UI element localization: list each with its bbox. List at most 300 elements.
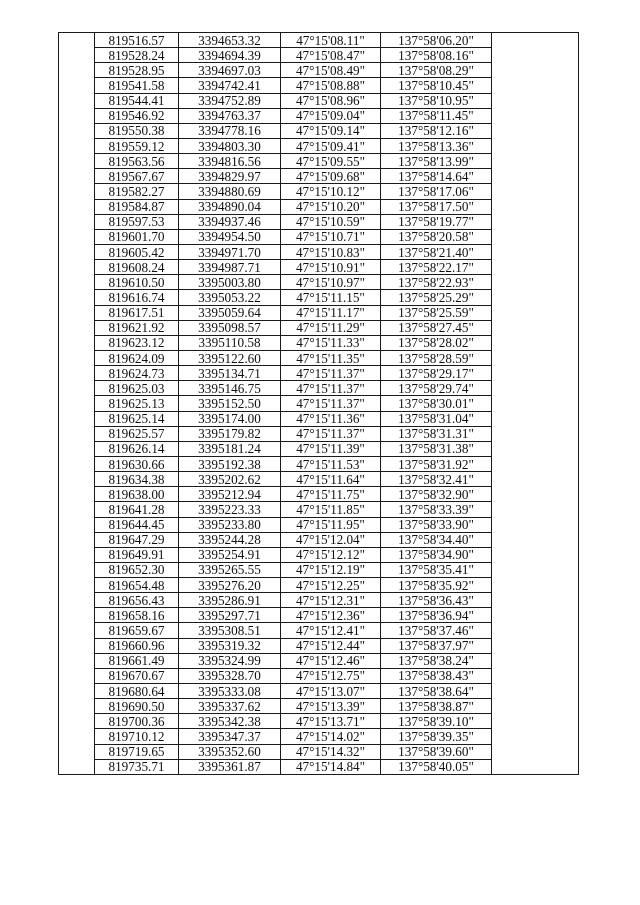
longitude-cell: 137°58'32.90" — [381, 487, 492, 502]
table-row — [59, 744, 579, 759]
blank-right-cell — [492, 366, 579, 381]
x-coordinate-cell: 819563.56 — [95, 154, 179, 169]
y-coordinate-cell: 3395308.51 — [179, 623, 281, 638]
y-coordinate-cell: 3395122.60 — [179, 350, 281, 365]
blank-left-cell — [59, 593, 95, 608]
blank-left-cell — [59, 759, 95, 774]
longitude-cell: 137°58'36.94" — [381, 608, 492, 623]
blank-left-cell — [59, 517, 95, 532]
blank-right-cell — [492, 456, 579, 471]
x-coordinate-cell: 819626.14 — [95, 441, 179, 456]
x-coordinate-cell: 819644.45 — [95, 517, 179, 532]
blank-right-cell — [492, 229, 579, 244]
y-coordinate-cell: 3395337.62 — [179, 699, 281, 714]
latitude-cell: 47°15'12.44" — [281, 638, 381, 653]
blank-right-cell — [492, 108, 579, 123]
longitude-cell: 137°58'37.97" — [381, 638, 492, 653]
longitude-cell: 137°58'13.36" — [381, 138, 492, 153]
blank-right-cell — [492, 396, 579, 411]
coordinates-table — [58, 32, 579, 775]
blank-left-cell — [59, 638, 95, 653]
latitude-cell: 47°15'09.55" — [281, 154, 381, 169]
blank-left-cell — [59, 729, 95, 744]
y-coordinate-cell: 3395181.24 — [179, 441, 281, 456]
longitude-cell: 137°58'34.40" — [381, 532, 492, 547]
latitude-cell: 47°15'12.12" — [281, 547, 381, 562]
blank-right-cell — [492, 578, 579, 593]
x-coordinate-cell: 819528.24 — [95, 48, 179, 63]
blank-left-cell — [59, 714, 95, 729]
y-coordinate-cell: 3395361.87 — [179, 759, 281, 774]
y-coordinate-cell: 3394937.46 — [179, 214, 281, 229]
x-coordinate-cell: 819546.92 — [95, 108, 179, 123]
blank-right-cell — [492, 275, 579, 290]
table-row — [59, 759, 579, 774]
blank-left-cell — [59, 138, 95, 153]
y-coordinate-cell: 3395333.08 — [179, 684, 281, 699]
y-coordinate-cell: 3394987.71 — [179, 260, 281, 275]
table-row — [59, 63, 579, 78]
longitude-cell: 137°58'28.02" — [381, 335, 492, 350]
blank-right-cell — [492, 123, 579, 138]
y-coordinate-cell: 3395053.22 — [179, 290, 281, 305]
longitude-cell: 137°58'38.87" — [381, 699, 492, 714]
table-row — [59, 169, 579, 184]
y-coordinate-cell: 3394954.50 — [179, 229, 281, 244]
y-coordinate-cell: 3395146.75 — [179, 381, 281, 396]
table-row — [59, 78, 579, 93]
latitude-cell: 47°15'10.97" — [281, 275, 381, 290]
longitude-cell: 137°58'14.64" — [381, 169, 492, 184]
table-row — [59, 653, 579, 668]
y-coordinate-cell: 3395192.38 — [179, 456, 281, 471]
blank-left-cell — [59, 396, 95, 411]
latitude-cell: 47°15'09.14" — [281, 123, 381, 138]
x-coordinate-cell: 819658.16 — [95, 608, 179, 623]
blank-right-cell — [492, 532, 579, 547]
longitude-cell: 137°58'31.04" — [381, 411, 492, 426]
x-coordinate-cell: 819616.74 — [95, 290, 179, 305]
blank-right-cell — [492, 562, 579, 577]
blank-right-cell — [492, 608, 579, 623]
blank-left-cell — [59, 578, 95, 593]
blank-left-cell — [59, 562, 95, 577]
x-coordinate-cell: 819649.91 — [95, 547, 179, 562]
latitude-cell: 47°15'12.19" — [281, 562, 381, 577]
blank-right-cell — [492, 350, 579, 365]
x-coordinate-cell: 819550.38 — [95, 123, 179, 138]
blank-left-cell — [59, 123, 95, 138]
table-row — [59, 154, 579, 169]
blank-right-cell — [492, 169, 579, 184]
blank-left-cell — [59, 547, 95, 562]
blank-left-cell — [59, 244, 95, 259]
x-coordinate-cell: 819630.66 — [95, 456, 179, 471]
x-coordinate-cell: 819597.53 — [95, 214, 179, 229]
blank-left-cell — [59, 48, 95, 63]
latitude-cell: 47°15'08.49" — [281, 63, 381, 78]
y-coordinate-cell: 3395254.91 — [179, 547, 281, 562]
blank-left-cell — [59, 169, 95, 184]
longitude-cell: 137°58'11.45" — [381, 108, 492, 123]
blank-right-cell — [492, 244, 579, 259]
latitude-cell: 47°15'11.37" — [281, 396, 381, 411]
latitude-cell: 47°15'11.85" — [281, 502, 381, 517]
blank-right-cell — [492, 684, 579, 699]
longitude-cell: 137°58'10.95" — [381, 93, 492, 108]
latitude-cell: 47°15'11.33" — [281, 335, 381, 350]
blank-left-cell — [59, 93, 95, 108]
longitude-cell: 137°58'10.45" — [381, 78, 492, 93]
table-row — [59, 123, 579, 138]
blank-right-cell — [492, 623, 579, 638]
blank-right-cell — [492, 78, 579, 93]
longitude-cell: 137°58'06.20" — [381, 33, 492, 48]
y-coordinate-cell: 3394880.69 — [179, 184, 281, 199]
blank-right-cell — [492, 744, 579, 759]
blank-left-cell — [59, 78, 95, 93]
latitude-cell: 47°15'11.75" — [281, 487, 381, 502]
x-coordinate-cell: 819582.27 — [95, 184, 179, 199]
blank-left-cell — [59, 290, 95, 305]
blank-left-cell — [59, 366, 95, 381]
latitude-cell: 47°15'11.37" — [281, 426, 381, 441]
table-row — [59, 244, 579, 259]
table-row — [59, 93, 579, 108]
table-row — [59, 562, 579, 577]
table-row — [59, 502, 579, 517]
x-coordinate-cell: 819625.13 — [95, 396, 179, 411]
y-coordinate-cell: 3395098.57 — [179, 320, 281, 335]
table-row — [59, 350, 579, 365]
table-row — [59, 714, 579, 729]
latitude-cell: 47°15'08.88" — [281, 78, 381, 93]
longitude-cell: 137°58'31.31" — [381, 426, 492, 441]
table-row — [59, 411, 579, 426]
blank-left-cell — [59, 532, 95, 547]
longitude-cell: 137°58'40.05" — [381, 759, 492, 774]
longitude-cell: 137°58'38.24" — [381, 653, 492, 668]
latitude-cell: 47°15'10.59" — [281, 214, 381, 229]
y-coordinate-cell: 3395352.60 — [179, 744, 281, 759]
x-coordinate-cell: 819647.29 — [95, 532, 179, 547]
x-coordinate-cell: 819610.50 — [95, 275, 179, 290]
blank-left-cell — [59, 108, 95, 123]
y-coordinate-cell: 3395223.33 — [179, 502, 281, 517]
latitude-cell: 47°15'09.04" — [281, 108, 381, 123]
longitude-cell: 137°58'29.74" — [381, 381, 492, 396]
table-row — [59, 517, 579, 532]
blank-left-cell — [59, 653, 95, 668]
table-row — [59, 684, 579, 699]
longitude-cell: 137°58'34.90" — [381, 547, 492, 562]
longitude-cell: 137°58'33.90" — [381, 517, 492, 532]
latitude-cell: 47°15'08.11" — [281, 33, 381, 48]
table-row — [59, 441, 579, 456]
y-coordinate-cell: 3395328.70 — [179, 668, 281, 683]
table-row — [59, 305, 579, 320]
table-row — [59, 335, 579, 350]
y-coordinate-cell: 3394752.89 — [179, 93, 281, 108]
table-row — [59, 396, 579, 411]
latitude-cell: 47°15'10.71" — [281, 229, 381, 244]
table-row — [59, 547, 579, 562]
y-coordinate-cell: 3395134.71 — [179, 366, 281, 381]
blank-left-cell — [59, 229, 95, 244]
blank-left-cell — [59, 335, 95, 350]
blank-left-cell — [59, 275, 95, 290]
x-coordinate-cell: 819661.49 — [95, 653, 179, 668]
latitude-cell: 47°15'11.35" — [281, 350, 381, 365]
y-coordinate-cell: 3395152.50 — [179, 396, 281, 411]
x-coordinate-cell: 819541.58 — [95, 78, 179, 93]
x-coordinate-cell: 819624.73 — [95, 366, 179, 381]
table-row — [59, 214, 579, 229]
blank-left-cell — [59, 608, 95, 623]
y-coordinate-cell: 3395265.55 — [179, 562, 281, 577]
blank-left-cell — [59, 472, 95, 487]
y-coordinate-cell: 3395286.91 — [179, 593, 281, 608]
blank-right-cell — [492, 138, 579, 153]
longitude-cell: 137°58'38.43" — [381, 668, 492, 683]
longitude-cell: 137°58'28.59" — [381, 350, 492, 365]
table-row — [59, 532, 579, 547]
latitude-cell: 47°15'14.84" — [281, 759, 381, 774]
table-row — [59, 138, 579, 153]
blank-left-cell — [59, 320, 95, 335]
latitude-cell: 47°15'12.75" — [281, 668, 381, 683]
longitude-cell: 137°58'08.16" — [381, 48, 492, 63]
blank-right-cell — [492, 502, 579, 517]
longitude-cell: 137°58'17.50" — [381, 199, 492, 214]
x-coordinate-cell: 819623.12 — [95, 335, 179, 350]
latitude-cell: 47°15'13.07" — [281, 684, 381, 699]
x-coordinate-cell: 819735.71 — [95, 759, 179, 774]
latitude-cell: 47°15'12.41" — [281, 623, 381, 638]
latitude-cell: 47°15'10.83" — [281, 244, 381, 259]
longitude-cell: 137°58'17.06" — [381, 184, 492, 199]
x-coordinate-cell: 819659.67 — [95, 623, 179, 638]
blank-left-cell — [59, 744, 95, 759]
table-row — [59, 608, 579, 623]
blank-right-cell — [492, 305, 579, 320]
y-coordinate-cell: 3394829.97 — [179, 169, 281, 184]
x-coordinate-cell: 819544.41 — [95, 93, 179, 108]
blank-right-cell — [492, 426, 579, 441]
blank-right-cell — [492, 668, 579, 683]
longitude-cell: 137°58'13.99" — [381, 154, 492, 169]
longitude-cell: 137°58'39.10" — [381, 714, 492, 729]
longitude-cell: 137°58'33.39" — [381, 502, 492, 517]
blank-right-cell — [492, 33, 579, 48]
y-coordinate-cell: 3394971.70 — [179, 244, 281, 259]
y-coordinate-cell: 3395319.32 — [179, 638, 281, 653]
longitude-cell: 137°58'29.17" — [381, 366, 492, 381]
blank-left-cell — [59, 684, 95, 699]
longitude-cell: 137°58'27.45" — [381, 320, 492, 335]
latitude-cell: 47°15'12.04" — [281, 532, 381, 547]
longitude-cell: 137°58'25.29" — [381, 290, 492, 305]
table-row — [59, 593, 579, 608]
longitude-cell: 137°58'21.40" — [381, 244, 492, 259]
table-row — [59, 33, 579, 48]
table-row — [59, 199, 579, 214]
x-coordinate-cell: 819690.50 — [95, 699, 179, 714]
longitude-cell: 137°58'32.41" — [381, 472, 492, 487]
blank-left-cell — [59, 63, 95, 78]
blank-right-cell — [492, 48, 579, 63]
blank-left-cell — [59, 199, 95, 214]
blank-left-cell — [59, 623, 95, 638]
x-coordinate-cell: 819638.00 — [95, 487, 179, 502]
x-coordinate-cell: 819680.64 — [95, 684, 179, 699]
latitude-cell: 47°15'10.91" — [281, 260, 381, 275]
x-coordinate-cell: 819567.67 — [95, 169, 179, 184]
x-coordinate-cell: 819641.28 — [95, 502, 179, 517]
longitude-cell: 137°58'25.59" — [381, 305, 492, 320]
table-row — [59, 275, 579, 290]
latitude-cell: 47°15'11.39" — [281, 441, 381, 456]
blank-right-cell — [492, 593, 579, 608]
longitude-cell: 137°58'31.92" — [381, 456, 492, 471]
x-coordinate-cell: 819625.03 — [95, 381, 179, 396]
latitude-cell: 47°15'11.17" — [281, 305, 381, 320]
x-coordinate-cell: 819654.48 — [95, 578, 179, 593]
blank-left-cell — [59, 350, 95, 365]
y-coordinate-cell: 3394803.30 — [179, 138, 281, 153]
x-coordinate-cell: 819516.57 — [95, 33, 179, 48]
y-coordinate-cell: 3394890.04 — [179, 199, 281, 214]
y-coordinate-cell: 3394653.32 — [179, 33, 281, 48]
longitude-cell: 137°58'36.43" — [381, 593, 492, 608]
x-coordinate-cell: 819656.43 — [95, 593, 179, 608]
y-coordinate-cell: 3395202.62 — [179, 472, 281, 487]
blank-left-cell — [59, 441, 95, 456]
x-coordinate-cell: 819660.96 — [95, 638, 179, 653]
table-row — [59, 456, 579, 471]
latitude-cell: 47°15'11.64" — [281, 472, 381, 487]
x-coordinate-cell: 819608.24 — [95, 260, 179, 275]
latitude-cell: 47°15'11.29" — [281, 320, 381, 335]
latitude-cell: 47°15'11.15" — [281, 290, 381, 305]
blank-right-cell — [492, 729, 579, 744]
table-row — [59, 668, 579, 683]
blank-right-cell — [492, 63, 579, 78]
blank-right-cell — [492, 441, 579, 456]
longitude-cell: 137°58'35.41" — [381, 562, 492, 577]
latitude-cell: 47°15'10.12" — [281, 184, 381, 199]
blank-right-cell — [492, 154, 579, 169]
x-coordinate-cell: 819528.95 — [95, 63, 179, 78]
blank-right-cell — [492, 93, 579, 108]
longitude-cell: 137°58'22.93" — [381, 275, 492, 290]
blank-left-cell — [59, 487, 95, 502]
blank-right-cell — [492, 699, 579, 714]
blank-right-cell — [492, 487, 579, 502]
latitude-cell: 47°15'11.53" — [281, 456, 381, 471]
blank-right-cell — [492, 214, 579, 229]
table-row — [59, 229, 579, 244]
blank-left-cell — [59, 154, 95, 169]
latitude-cell: 47°15'11.36" — [281, 411, 381, 426]
x-coordinate-cell: 819719.65 — [95, 744, 179, 759]
table-row — [59, 108, 579, 123]
longitude-cell: 137°58'22.17" — [381, 260, 492, 275]
x-coordinate-cell: 819617.51 — [95, 305, 179, 320]
y-coordinate-cell: 3395347.37 — [179, 729, 281, 744]
x-coordinate-cell: 819634.38 — [95, 472, 179, 487]
table-row — [59, 366, 579, 381]
table-row — [59, 638, 579, 653]
x-coordinate-cell: 819584.87 — [95, 199, 179, 214]
x-coordinate-cell: 819624.09 — [95, 350, 179, 365]
blank-right-cell — [492, 714, 579, 729]
x-coordinate-cell: 819652.30 — [95, 562, 179, 577]
table-row — [59, 290, 579, 305]
longitude-cell: 137°58'37.46" — [381, 623, 492, 638]
table-row — [59, 381, 579, 396]
table-row — [59, 320, 579, 335]
y-coordinate-cell: 3394778.16 — [179, 123, 281, 138]
table-row — [59, 623, 579, 638]
y-coordinate-cell: 3395324.99 — [179, 653, 281, 668]
y-coordinate-cell: 3394742.41 — [179, 78, 281, 93]
latitude-cell: 47°15'09.68" — [281, 169, 381, 184]
table-row — [59, 184, 579, 199]
latitude-cell: 47°15'13.39" — [281, 699, 381, 714]
blank-right-cell — [492, 653, 579, 668]
blank-right-cell — [492, 759, 579, 774]
blank-right-cell — [492, 472, 579, 487]
table-row — [59, 699, 579, 714]
y-coordinate-cell: 3395174.00 — [179, 411, 281, 426]
longitude-cell: 137°58'20.58" — [381, 229, 492, 244]
longitude-cell: 137°58'19.77" — [381, 214, 492, 229]
blank-left-cell — [59, 214, 95, 229]
x-coordinate-cell: 819559.12 — [95, 138, 179, 153]
longitude-cell: 137°58'12.16" — [381, 123, 492, 138]
blank-left-cell — [59, 381, 95, 396]
blank-left-cell — [59, 33, 95, 48]
table-row — [59, 487, 579, 502]
latitude-cell: 47°15'10.20" — [281, 199, 381, 214]
y-coordinate-cell: 3395276.20 — [179, 578, 281, 593]
longitude-cell: 137°58'39.60" — [381, 744, 492, 759]
blank-right-cell — [492, 260, 579, 275]
y-coordinate-cell: 3395297.71 — [179, 608, 281, 623]
longitude-cell: 137°58'30.01" — [381, 396, 492, 411]
coordinates-table-body — [59, 33, 579, 775]
x-coordinate-cell: 819625.14 — [95, 411, 179, 426]
longitude-cell: 137°58'35.92" — [381, 578, 492, 593]
blank-left-cell — [59, 184, 95, 199]
y-coordinate-cell: 3395212.94 — [179, 487, 281, 502]
y-coordinate-cell: 3395244.28 — [179, 532, 281, 547]
y-coordinate-cell: 3395110.58 — [179, 335, 281, 350]
longitude-cell: 137°58'38.64" — [381, 684, 492, 699]
blank-left-cell — [59, 305, 95, 320]
blank-right-cell — [492, 547, 579, 562]
table-row — [59, 578, 579, 593]
longitude-cell: 137°58'39.35" — [381, 729, 492, 744]
blank-right-cell — [492, 290, 579, 305]
y-coordinate-cell: 3395003.80 — [179, 275, 281, 290]
blank-right-cell — [492, 199, 579, 214]
latitude-cell: 47°15'14.32" — [281, 744, 381, 759]
table-row — [59, 260, 579, 275]
latitude-cell: 47°15'13.71" — [281, 714, 381, 729]
latitude-cell: 47°15'11.95" — [281, 517, 381, 532]
